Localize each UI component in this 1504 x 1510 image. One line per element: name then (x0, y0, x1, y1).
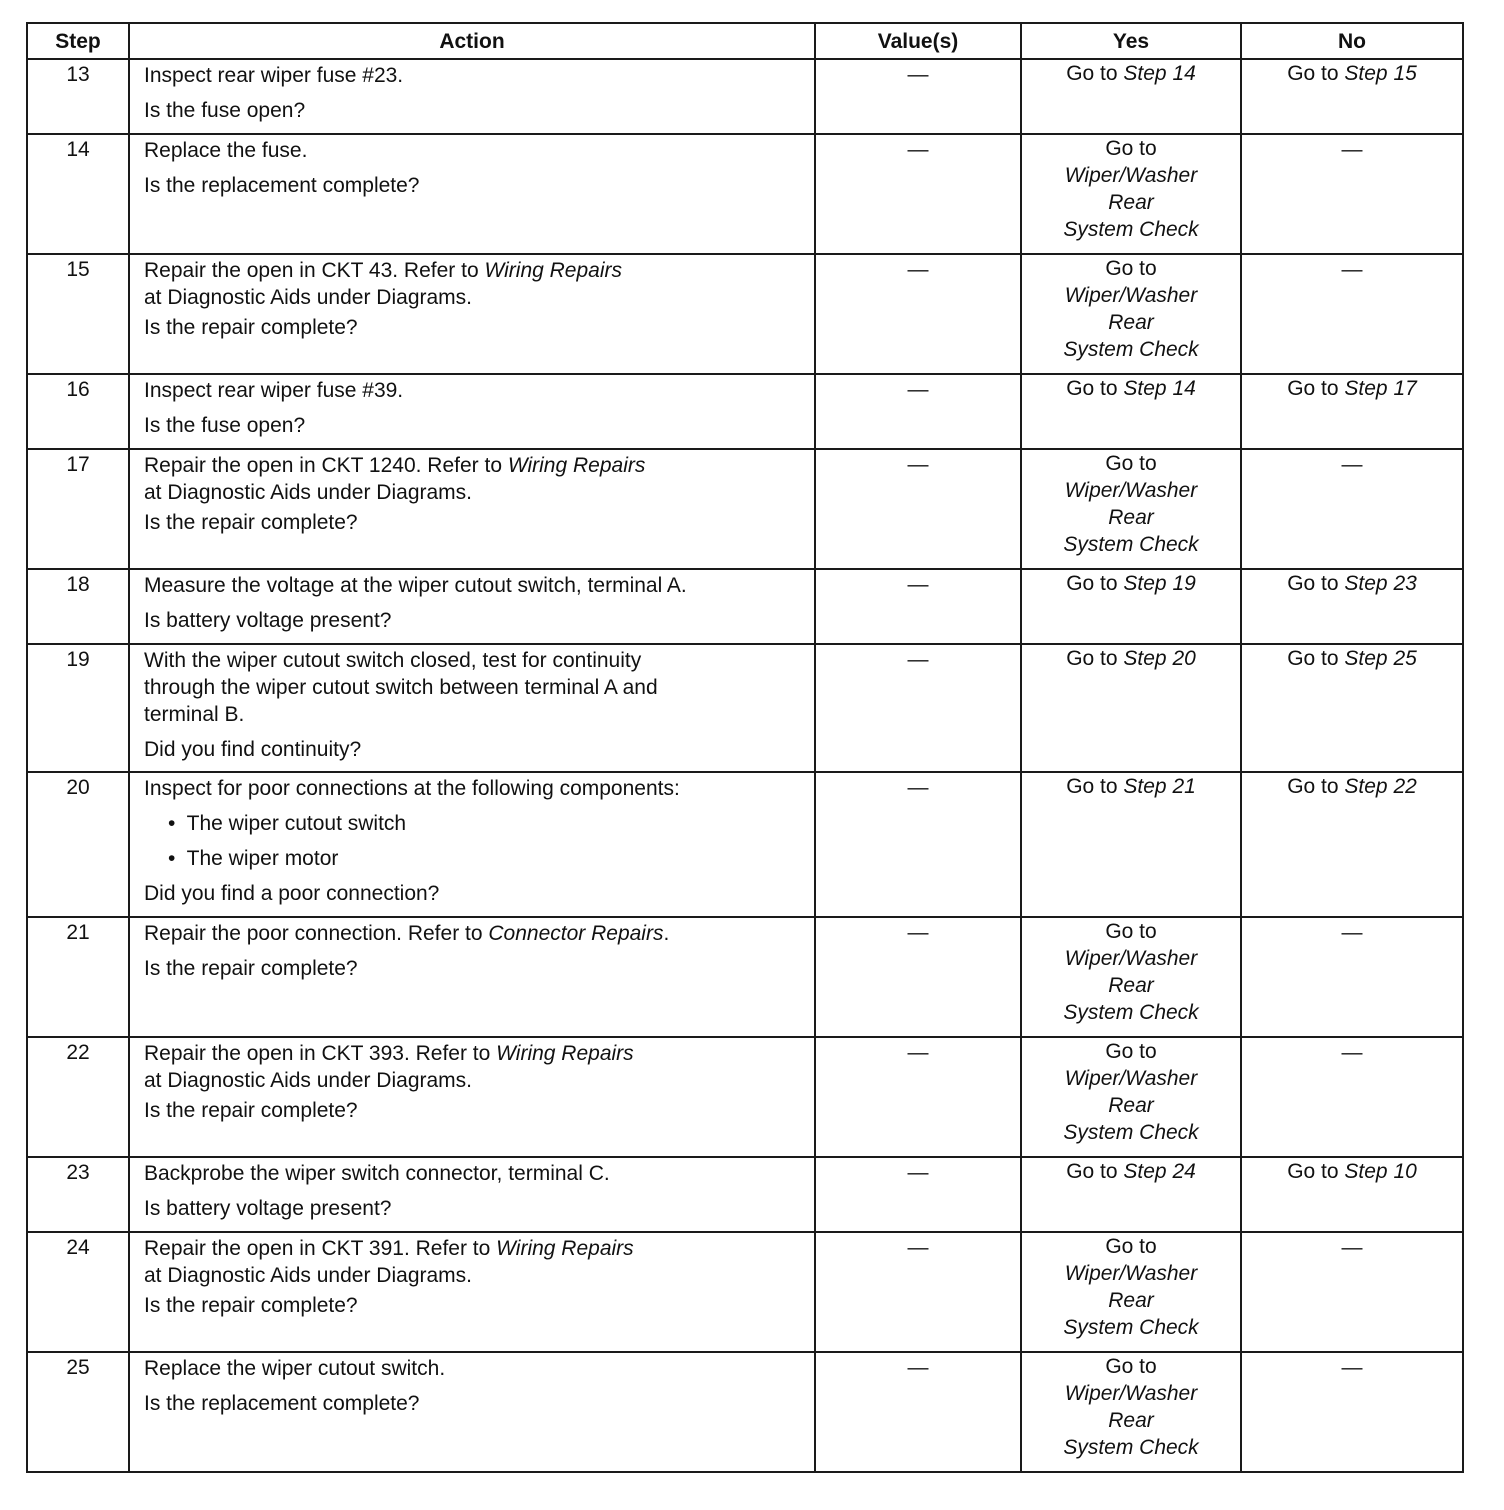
step-number: 19 (27, 644, 129, 772)
yes-cell: Go to Step 14 (1021, 374, 1241, 449)
yes-cell: Go to Wiper/Washer Rear System Check (1021, 449, 1241, 569)
action-text: Measure the voltage at the wiper cutout switch, terminal A. (144, 574, 687, 597)
action-cell (129, 59, 815, 134)
value-cell: — (815, 134, 1021, 254)
action-question: Is the replacement complete? (144, 1392, 420, 1415)
action-text: Inspect rear wiper fuse #39. (144, 379, 404, 402)
action-cell: Repair the open in CKT 43. Refer to Wiring Repairs at Diagnostic Aids under Diagrams. Is the repair complete? (129, 254, 815, 374)
no-cell: Go to Step 15 (1241, 59, 1463, 134)
table-row (27, 644, 1463, 772)
value-cell: — (815, 59, 1021, 134)
action-cell: Inspect for poor connections at the following components: • The wiper cutout switch • The wiper motor Did you find a poor connection? (129, 772, 815, 917)
table-row (27, 569, 1463, 644)
action-question: Is the repair complete? (144, 316, 358, 339)
action-question: Is the repair complete? (144, 1294, 358, 1317)
table-row (27, 254, 1463, 374)
yes-cell: Go to Step 14 (1021, 59, 1241, 134)
value-cell: — (815, 917, 1021, 1037)
header-no: No (1241, 23, 1463, 59)
yes-cell: Go to Wiper/Washer Rear System Check (1021, 1232, 1241, 1352)
no-cell: Go to Step 23 (1241, 569, 1463, 644)
diagnostic-table (26, 22, 1464, 1473)
value-cell: — (815, 1352, 1021, 1472)
header-step: Step (27, 23, 129, 59)
step-number: 17 (27, 449, 129, 569)
action-cell: Repair the open in CKT 1240. Refer to Wiring Repairs at Diagnostic Aids under Diagrams. Is the repair complete? (129, 449, 815, 569)
table-row (27, 772, 1463, 917)
table-row (27, 59, 1463, 134)
step-number: 18 (27, 569, 129, 644)
no-cell: Go to Step 17 (1241, 374, 1463, 449)
action-text: Backprobe the wiper switch connector, terminal C. (144, 1162, 610, 1185)
no-cell: — (1241, 1352, 1463, 1472)
action-cell: With the wiper cutout switch closed, test for continuity through the wiper cutout switch between terminal A and terminal B. Did you find continuity? (129, 644, 815, 772)
yes-cell: Go to Wiper/Washer Rear System Check (1021, 1037, 1241, 1157)
yes-cell: Go to Step 20 (1021, 644, 1241, 772)
action-question: Is the repair complete? (144, 957, 358, 980)
table-row (27, 1232, 1463, 1352)
action-text: Replace the wiper cutout switch. (144, 1357, 446, 1380)
value-cell: — (815, 772, 1021, 917)
action-cell (129, 374, 815, 449)
table-row (27, 449, 1463, 569)
action-cell (129, 134, 815, 254)
yes-cell: Go to Wiper/Washer Rear System Check (1021, 917, 1241, 1037)
step-number: 20 (27, 772, 129, 917)
action-cell (129, 569, 815, 644)
table-row (27, 917, 1463, 1037)
no-cell: — (1241, 1232, 1463, 1352)
value-cell: — (815, 1232, 1021, 1352)
yes-cell: Go to Wiper/Washer Rear System Check (1021, 134, 1241, 254)
table-row (27, 1157, 1463, 1232)
no-cell: — (1241, 917, 1463, 1037)
action-cell (129, 1157, 815, 1232)
table-row (27, 1352, 1463, 1472)
action-question: Is battery voltage present? (144, 609, 392, 632)
action-question: Is the replacement complete? (144, 174, 420, 197)
action-question: Did you find continuity? (144, 738, 362, 761)
step-number: 22 (27, 1037, 129, 1157)
value-cell: — (815, 449, 1021, 569)
no-cell: Go to Step 25 (1241, 644, 1463, 772)
step-number: 21 (27, 917, 129, 1037)
action-text: Replace the fuse. (144, 139, 308, 162)
action-question: Is the repair complete? (144, 1099, 358, 1122)
yes-cell: Go to Wiper/Washer Rear System Check (1021, 1352, 1241, 1472)
step-number: 16 (27, 374, 129, 449)
no-cell: Go to Step 22 (1241, 772, 1463, 917)
value-cell: — (815, 569, 1021, 644)
header-values: Value(s) (815, 23, 1021, 59)
value-cell: — (815, 644, 1021, 772)
action-cell (129, 1352, 815, 1472)
action-text: Inspect rear wiper fuse #23. (144, 64, 404, 87)
step-number: 14 (27, 134, 129, 254)
action-cell: Repair the open in CKT 393. Refer to Wiring Repairs at Diagnostic Aids under Diagrams. Is the repair complete? (129, 1037, 815, 1157)
no-cell: — (1241, 1037, 1463, 1157)
yes-cell: Go to Wiper/Washer Rear System Check (1021, 254, 1241, 374)
yes-cell: Go to Step 24 (1021, 1157, 1241, 1232)
action-question: Is the fuse open? (144, 99, 306, 122)
header-row (27, 23, 1463, 59)
action-question: Is the repair complete? (144, 511, 358, 534)
header-action: Action (129, 23, 815, 59)
step-number: 15 (27, 254, 129, 374)
no-cell: — (1241, 134, 1463, 254)
yes-cell: Go to Step 19 (1021, 569, 1241, 644)
step-number: 25 (27, 1352, 129, 1472)
table-row (27, 374, 1463, 449)
step-number: 13 (27, 59, 129, 134)
action-question: Is the fuse open? (144, 414, 306, 437)
action-question: Is battery voltage present? (144, 1197, 392, 1220)
action-question: Did you find a poor connection? (144, 882, 440, 905)
step-number: 23 (27, 1157, 129, 1232)
header-yes: Yes (1021, 23, 1241, 59)
bullet-item: • The wiper motor (168, 847, 339, 870)
value-cell: — (815, 1157, 1021, 1232)
action-cell: Repair the open in CKT 391. Refer to Wiring Repairs at Diagnostic Aids under Diagrams. Is the repair complete? (129, 1232, 815, 1352)
bullet-item: • The wiper cutout switch (168, 812, 407, 835)
yes-cell: Go to Step 21 (1021, 772, 1241, 917)
table-row (27, 1037, 1463, 1157)
value-cell: — (815, 1037, 1021, 1157)
no-cell: Go to Step 10 (1241, 1157, 1463, 1232)
no-cell: — (1241, 449, 1463, 569)
value-cell: — (815, 254, 1021, 374)
action-cell: Repair the poor connection. Refer to Connector Repairs. Is the repair complete? (129, 917, 815, 1037)
value-cell: — (815, 374, 1021, 449)
table-row (27, 134, 1463, 254)
step-number: 24 (27, 1232, 129, 1352)
no-cell: — (1241, 254, 1463, 374)
